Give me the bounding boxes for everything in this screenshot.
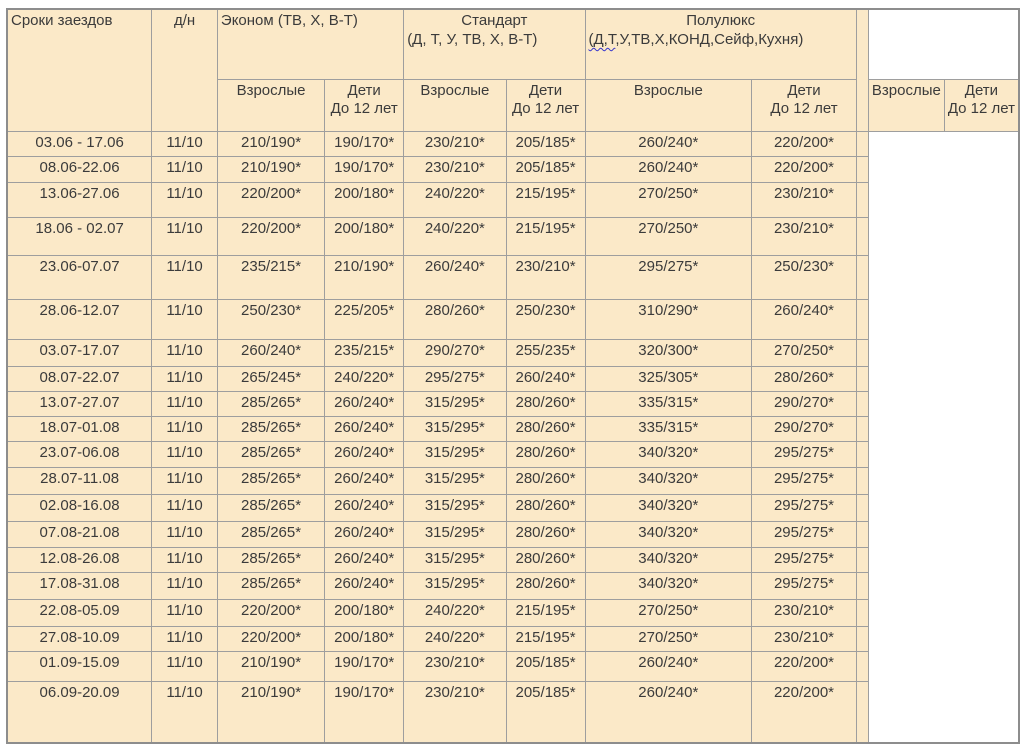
cell-date: 03.07-17.07 xyxy=(7,339,152,366)
header-group-standard xyxy=(404,9,585,79)
cell-dn: 11/10 xyxy=(152,299,218,339)
cell-econom-children: 240/220* xyxy=(325,366,404,391)
cell-econom-children: 260/240* xyxy=(325,391,404,416)
cell-polulux-children: 220/200* xyxy=(752,131,857,156)
cell-dn: 11/10 xyxy=(152,366,218,391)
cell-date: 08.06-22.06 xyxy=(7,156,152,182)
cell-date: 23.07-06.08 xyxy=(7,441,152,467)
cell-dn: 11/10 xyxy=(152,651,218,681)
cell-econom-children: 260/240* xyxy=(325,521,404,547)
spacer-cell xyxy=(856,521,868,547)
cell-polulux-children: 295/275* xyxy=(752,572,857,599)
cell-dn: 11/10 xyxy=(152,626,218,651)
cell-date: 06.09-20.09 xyxy=(7,681,152,743)
header-children-line1: Дети xyxy=(787,81,821,99)
cell-econom-adults: 265/245* xyxy=(217,366,324,391)
spellcheck-squiggle: (Д,Т xyxy=(588,30,616,48)
spacer-cell xyxy=(856,494,868,521)
spacer-cell xyxy=(856,626,868,651)
cell-date: 28.07-11.08 xyxy=(7,467,152,494)
cell-date: 12.08-26.08 xyxy=(7,547,152,572)
cell-standard-children: 215/195* xyxy=(506,217,585,255)
cell-standard-children: 230/210* xyxy=(506,255,585,299)
cell-date: 07.08-21.08 xyxy=(7,521,152,547)
cell-date: 18.06 - 02.07 xyxy=(7,217,152,255)
cell-polulux-children: 295/275* xyxy=(752,547,857,572)
cell-econom-adults: 210/190* xyxy=(217,651,324,681)
header-children-line1: Дети xyxy=(347,81,381,99)
table-row xyxy=(7,441,1019,467)
spacer-cell xyxy=(856,651,868,681)
cell-econom-children: 190/170* xyxy=(325,131,404,156)
cell-polulux-children: 230/210* xyxy=(752,217,857,255)
cell-standard-adults: 230/210* xyxy=(404,156,506,182)
header-polulux-rooms-rest: ,У,ТВ,Х,КОНД,Сейф,Кухня) xyxy=(615,30,804,48)
header-polulux-title: Полулюкс xyxy=(686,12,756,29)
cell-polulux-adults: 340/320* xyxy=(585,521,752,547)
cell-standard-adults: 315/295* xyxy=(404,416,506,441)
cell-polulux-adults: 270/250* xyxy=(585,599,752,626)
cell-polulux-adults: 335/315* xyxy=(585,416,752,441)
cell-dn: 11/10 xyxy=(152,494,218,521)
table-row xyxy=(7,299,1019,339)
cell-dn: 11/10 xyxy=(152,255,218,299)
spacer-cell xyxy=(856,681,868,743)
cell-standard-adults: 230/210* xyxy=(404,681,506,743)
header-spacer-cell xyxy=(856,9,868,131)
cell-standard-children: 280/260* xyxy=(506,494,585,521)
header-children-line2: До 12 лет xyxy=(330,100,398,118)
cell-standard-adults: 315/295* xyxy=(404,521,506,547)
cell-econom-adults: 285/265* xyxy=(217,572,324,599)
cell-econom-adults: 220/200* xyxy=(217,217,324,255)
cell-date: 01.09-15.09 xyxy=(7,651,152,681)
header-polulux-rooms xyxy=(589,31,853,50)
table-row xyxy=(7,494,1019,521)
cell-dn: 11/10 xyxy=(152,131,218,156)
cell-econom-adults: 285/265* xyxy=(217,494,324,521)
cell-dn: 11/10 xyxy=(152,416,218,441)
header-children xyxy=(752,79,857,131)
spacer-cell xyxy=(856,182,868,217)
cell-econom-adults: 285/265* xyxy=(217,441,324,467)
cell-date: 02.08-16.08 xyxy=(7,494,152,521)
table-row xyxy=(7,156,1019,182)
cell-econom-children: 190/170* xyxy=(325,681,404,743)
cell-econom-adults: 285/265* xyxy=(217,391,324,416)
cell-econom-adults: 220/200* xyxy=(217,599,324,626)
header-standard-title: Стандарт xyxy=(461,12,528,29)
cell-standard-adults: 290/270* xyxy=(404,339,506,366)
cell-dn: 11/10 xyxy=(152,547,218,572)
cell-date: 27.08-10.09 xyxy=(7,626,152,651)
cell-standard-adults: 315/295* xyxy=(404,494,506,521)
table-row xyxy=(7,366,1019,391)
cell-standard-children: 205/185* xyxy=(506,651,585,681)
table-row xyxy=(7,416,1019,441)
table-row xyxy=(7,651,1019,681)
spacer-cell xyxy=(856,217,868,255)
cell-econom-children: 210/190* xyxy=(325,255,404,299)
cell-dn: 11/10 xyxy=(152,391,218,416)
header-children xyxy=(944,79,1019,131)
cell-date: 28.06-12.07 xyxy=(7,299,152,339)
cell-polulux-adults: 260/240* xyxy=(585,156,752,182)
header-adults: Взрослые xyxy=(404,79,506,131)
cell-polulux-children: 220/200* xyxy=(752,156,857,182)
cell-dn: 11/10 xyxy=(152,156,218,182)
cell-standard-children: 205/185* xyxy=(506,681,585,743)
cell-date: 03.06 - 17.06 xyxy=(7,131,152,156)
table-row xyxy=(7,339,1019,366)
cell-polulux-adults: 340/320* xyxy=(585,547,752,572)
cell-econom-children: 260/240* xyxy=(325,416,404,441)
cell-standard-adults: 315/295* xyxy=(404,467,506,494)
cell-standard-adults: 240/220* xyxy=(404,599,506,626)
cell-polulux-children: 230/210* xyxy=(752,599,857,626)
cell-econom-children: 260/240* xyxy=(325,547,404,572)
cell-standard-adults: 315/295* xyxy=(404,441,506,467)
cell-standard-children: 280/260* xyxy=(506,441,585,467)
cell-econom-adults: 220/200* xyxy=(217,182,324,217)
spacer-cell xyxy=(856,547,868,572)
cell-econom-children: 190/170* xyxy=(325,651,404,681)
cell-econom-adults: 235/215* xyxy=(217,255,324,299)
cell-date: 22.08-05.09 xyxy=(7,599,152,626)
cell-standard-children: 280/260* xyxy=(506,521,585,547)
cell-econom-adults: 260/240* xyxy=(217,339,324,366)
cell-dn: 11/10 xyxy=(152,217,218,255)
cell-polulux-adults: 320/300* xyxy=(585,339,752,366)
table-row xyxy=(7,182,1019,217)
cell-standard-adults: 295/275* xyxy=(404,366,506,391)
cell-polulux-adults: 260/240* xyxy=(585,131,752,156)
cell-econom-adults: 220/200* xyxy=(217,626,324,651)
cell-standard-children: 255/235* xyxy=(506,339,585,366)
cell-polulux-children: 270/250* xyxy=(752,339,857,366)
cell-polulux-adults: 260/240* xyxy=(585,681,752,743)
spacer-cell xyxy=(856,441,868,467)
header-children-line2: До 12 лет xyxy=(947,100,1015,118)
cell-date: 13.06-27.06 xyxy=(7,182,152,217)
header-children xyxy=(325,79,404,131)
table-row xyxy=(7,547,1019,572)
header-adults: Взрослые xyxy=(585,79,752,131)
cell-polulux-children: 280/260* xyxy=(752,366,857,391)
price-table xyxy=(6,8,1020,744)
cell-standard-children: 215/195* xyxy=(506,599,585,626)
table-row xyxy=(7,521,1019,547)
spacer-cell xyxy=(856,255,868,299)
spacer-cell xyxy=(856,366,868,391)
cell-date: 18.07-01.08 xyxy=(7,416,152,441)
header-dn: д/н xyxy=(152,9,218,131)
cell-econom-adults: 250/230* xyxy=(217,299,324,339)
cell-polulux-children: 295/275* xyxy=(752,521,857,547)
header-adults: Взрослые xyxy=(868,79,944,131)
cell-polulux-adults: 335/315* xyxy=(585,391,752,416)
header-children-line1: Дети xyxy=(964,81,999,99)
cell-polulux-adults: 340/320* xyxy=(585,441,752,467)
table-row xyxy=(7,217,1019,255)
cell-econom-children: 260/240* xyxy=(325,441,404,467)
cell-econom-adults: 285/265* xyxy=(217,521,324,547)
cell-standard-children: 280/260* xyxy=(506,391,585,416)
cell-dn: 11/10 xyxy=(152,521,218,547)
table-row xyxy=(7,626,1019,651)
cell-polulux-children: 230/210* xyxy=(752,182,857,217)
cell-polulux-adults: 340/320* xyxy=(585,494,752,521)
cell-dn: 11/10 xyxy=(152,467,218,494)
header-dates: Сроки заездов xyxy=(7,9,152,131)
cell-standard-adults: 315/295* xyxy=(404,391,506,416)
cell-date: 23.06-07.07 xyxy=(7,255,152,299)
cell-econom-children: 200/180* xyxy=(325,626,404,651)
cell-standard-children: 260/240* xyxy=(506,366,585,391)
cell-standard-children: 280/260* xyxy=(506,416,585,441)
cell-polulux-adults: 325/305* xyxy=(585,366,752,391)
table-row xyxy=(7,467,1019,494)
header-adults: Взрослые xyxy=(217,79,324,131)
cell-polulux-children: 220/200* xyxy=(752,651,857,681)
cell-standard-adults: 240/220* xyxy=(404,182,506,217)
spacer-cell xyxy=(856,391,868,416)
cell-econom-children: 225/205* xyxy=(325,299,404,339)
cell-econom-adults: 210/190* xyxy=(217,131,324,156)
cell-polulux-children: 295/275* xyxy=(752,494,857,521)
cell-polulux-children: 250/230* xyxy=(752,255,857,299)
table-row xyxy=(7,681,1019,743)
cell-standard-children: 250/230* xyxy=(506,299,585,339)
cell-econom-children: 260/240* xyxy=(325,572,404,599)
cell-standard-children: 205/185* xyxy=(506,131,585,156)
cell-polulux-adults: 260/240* xyxy=(585,651,752,681)
cell-econom-adults: 210/190* xyxy=(217,156,324,182)
spacer-cell xyxy=(856,156,868,182)
cell-econom-children: 260/240* xyxy=(325,494,404,521)
cell-dn: 11/10 xyxy=(152,339,218,366)
cell-polulux-adults: 340/320* xyxy=(585,572,752,599)
cell-dn: 11/10 xyxy=(152,681,218,743)
table-row xyxy=(7,572,1019,599)
cell-dn: 11/10 xyxy=(152,572,218,599)
cell-standard-children: 205/185* xyxy=(506,156,585,182)
cell-polulux-children: 290/270* xyxy=(752,391,857,416)
cell-standard-adults: 315/295* xyxy=(404,572,506,599)
spacer-cell xyxy=(856,339,868,366)
cell-econom-children: 190/170* xyxy=(325,156,404,182)
cell-dn: 11/10 xyxy=(152,441,218,467)
cell-dn: 11/10 xyxy=(152,182,218,217)
header-children-line2: До 12 лет xyxy=(770,100,838,118)
cell-dn: 11/10 xyxy=(152,599,218,626)
cell-polulux-adults: 310/290* xyxy=(585,299,752,339)
spacer-cell xyxy=(856,572,868,599)
cell-econom-adults: 285/265* xyxy=(217,467,324,494)
cell-polulux-children: 295/275* xyxy=(752,467,857,494)
header-children xyxy=(506,79,585,131)
cell-econom-children: 235/215* xyxy=(325,339,404,366)
cell-polulux-adults: 270/250* xyxy=(585,182,752,217)
cell-econom-children: 260/240* xyxy=(325,467,404,494)
cell-polulux-adults: 270/250* xyxy=(585,626,752,651)
header-standard-rooms: (Д, Т, У, ТВ, Х, В-Т) xyxy=(407,30,538,48)
table-row xyxy=(7,131,1019,156)
header-children-line1: Дети xyxy=(528,81,563,99)
cell-polulux-children: 295/275* xyxy=(752,441,857,467)
cell-polulux-children: 220/200* xyxy=(752,681,857,743)
cell-econom-children: 200/180* xyxy=(325,599,404,626)
header-children-line2: До 12 лет xyxy=(511,100,580,118)
cell-standard-children: 280/260* xyxy=(506,572,585,599)
spacer-cell xyxy=(856,416,868,441)
cell-standard-children: 215/195* xyxy=(506,182,585,217)
cell-standard-adults: 315/295* xyxy=(404,547,506,572)
table-row xyxy=(7,599,1019,626)
cell-polulux-adults: 270/250* xyxy=(585,217,752,255)
header-group-econom: Эконом (ТВ, Х, В-Т) xyxy=(217,9,403,79)
spacer-cell xyxy=(856,599,868,626)
cell-date: 08.07-22.07 xyxy=(7,366,152,391)
cell-standard-adults: 230/210* xyxy=(404,131,506,156)
spacer-cell xyxy=(856,467,868,494)
spacer-cell xyxy=(856,299,868,339)
cell-standard-children: 280/260* xyxy=(506,467,585,494)
cell-standard-children: 280/260* xyxy=(506,547,585,572)
cell-standard-children: 215/195* xyxy=(506,626,585,651)
cell-standard-adults: 280/260* xyxy=(404,299,506,339)
cell-econom-adults: 210/190* xyxy=(217,681,324,743)
cell-standard-adults: 240/220* xyxy=(404,217,506,255)
cell-polulux-adults: 340/320* xyxy=(585,467,752,494)
cell-date: 17.08-31.08 xyxy=(7,572,152,599)
spacer-cell xyxy=(856,131,868,156)
cell-date: 13.07-27.07 xyxy=(7,391,152,416)
header-group-polulux xyxy=(585,9,856,79)
cell-polulux-children: 230/210* xyxy=(752,626,857,651)
cell-econom-adults: 285/265* xyxy=(217,547,324,572)
cell-econom-children: 200/180* xyxy=(325,182,404,217)
table-row xyxy=(7,391,1019,416)
cell-polulux-children: 290/270* xyxy=(752,416,857,441)
table-row xyxy=(7,255,1019,299)
cell-polulux-adults: 295/275* xyxy=(585,255,752,299)
cell-standard-adults: 240/220* xyxy=(404,626,506,651)
cell-polulux-children: 260/240* xyxy=(752,299,857,339)
cell-standard-adults: 230/210* xyxy=(404,651,506,681)
cell-standard-adults: 260/240* xyxy=(404,255,506,299)
cell-econom-adults: 285/265* xyxy=(217,416,324,441)
cell-econom-children: 200/180* xyxy=(325,217,404,255)
